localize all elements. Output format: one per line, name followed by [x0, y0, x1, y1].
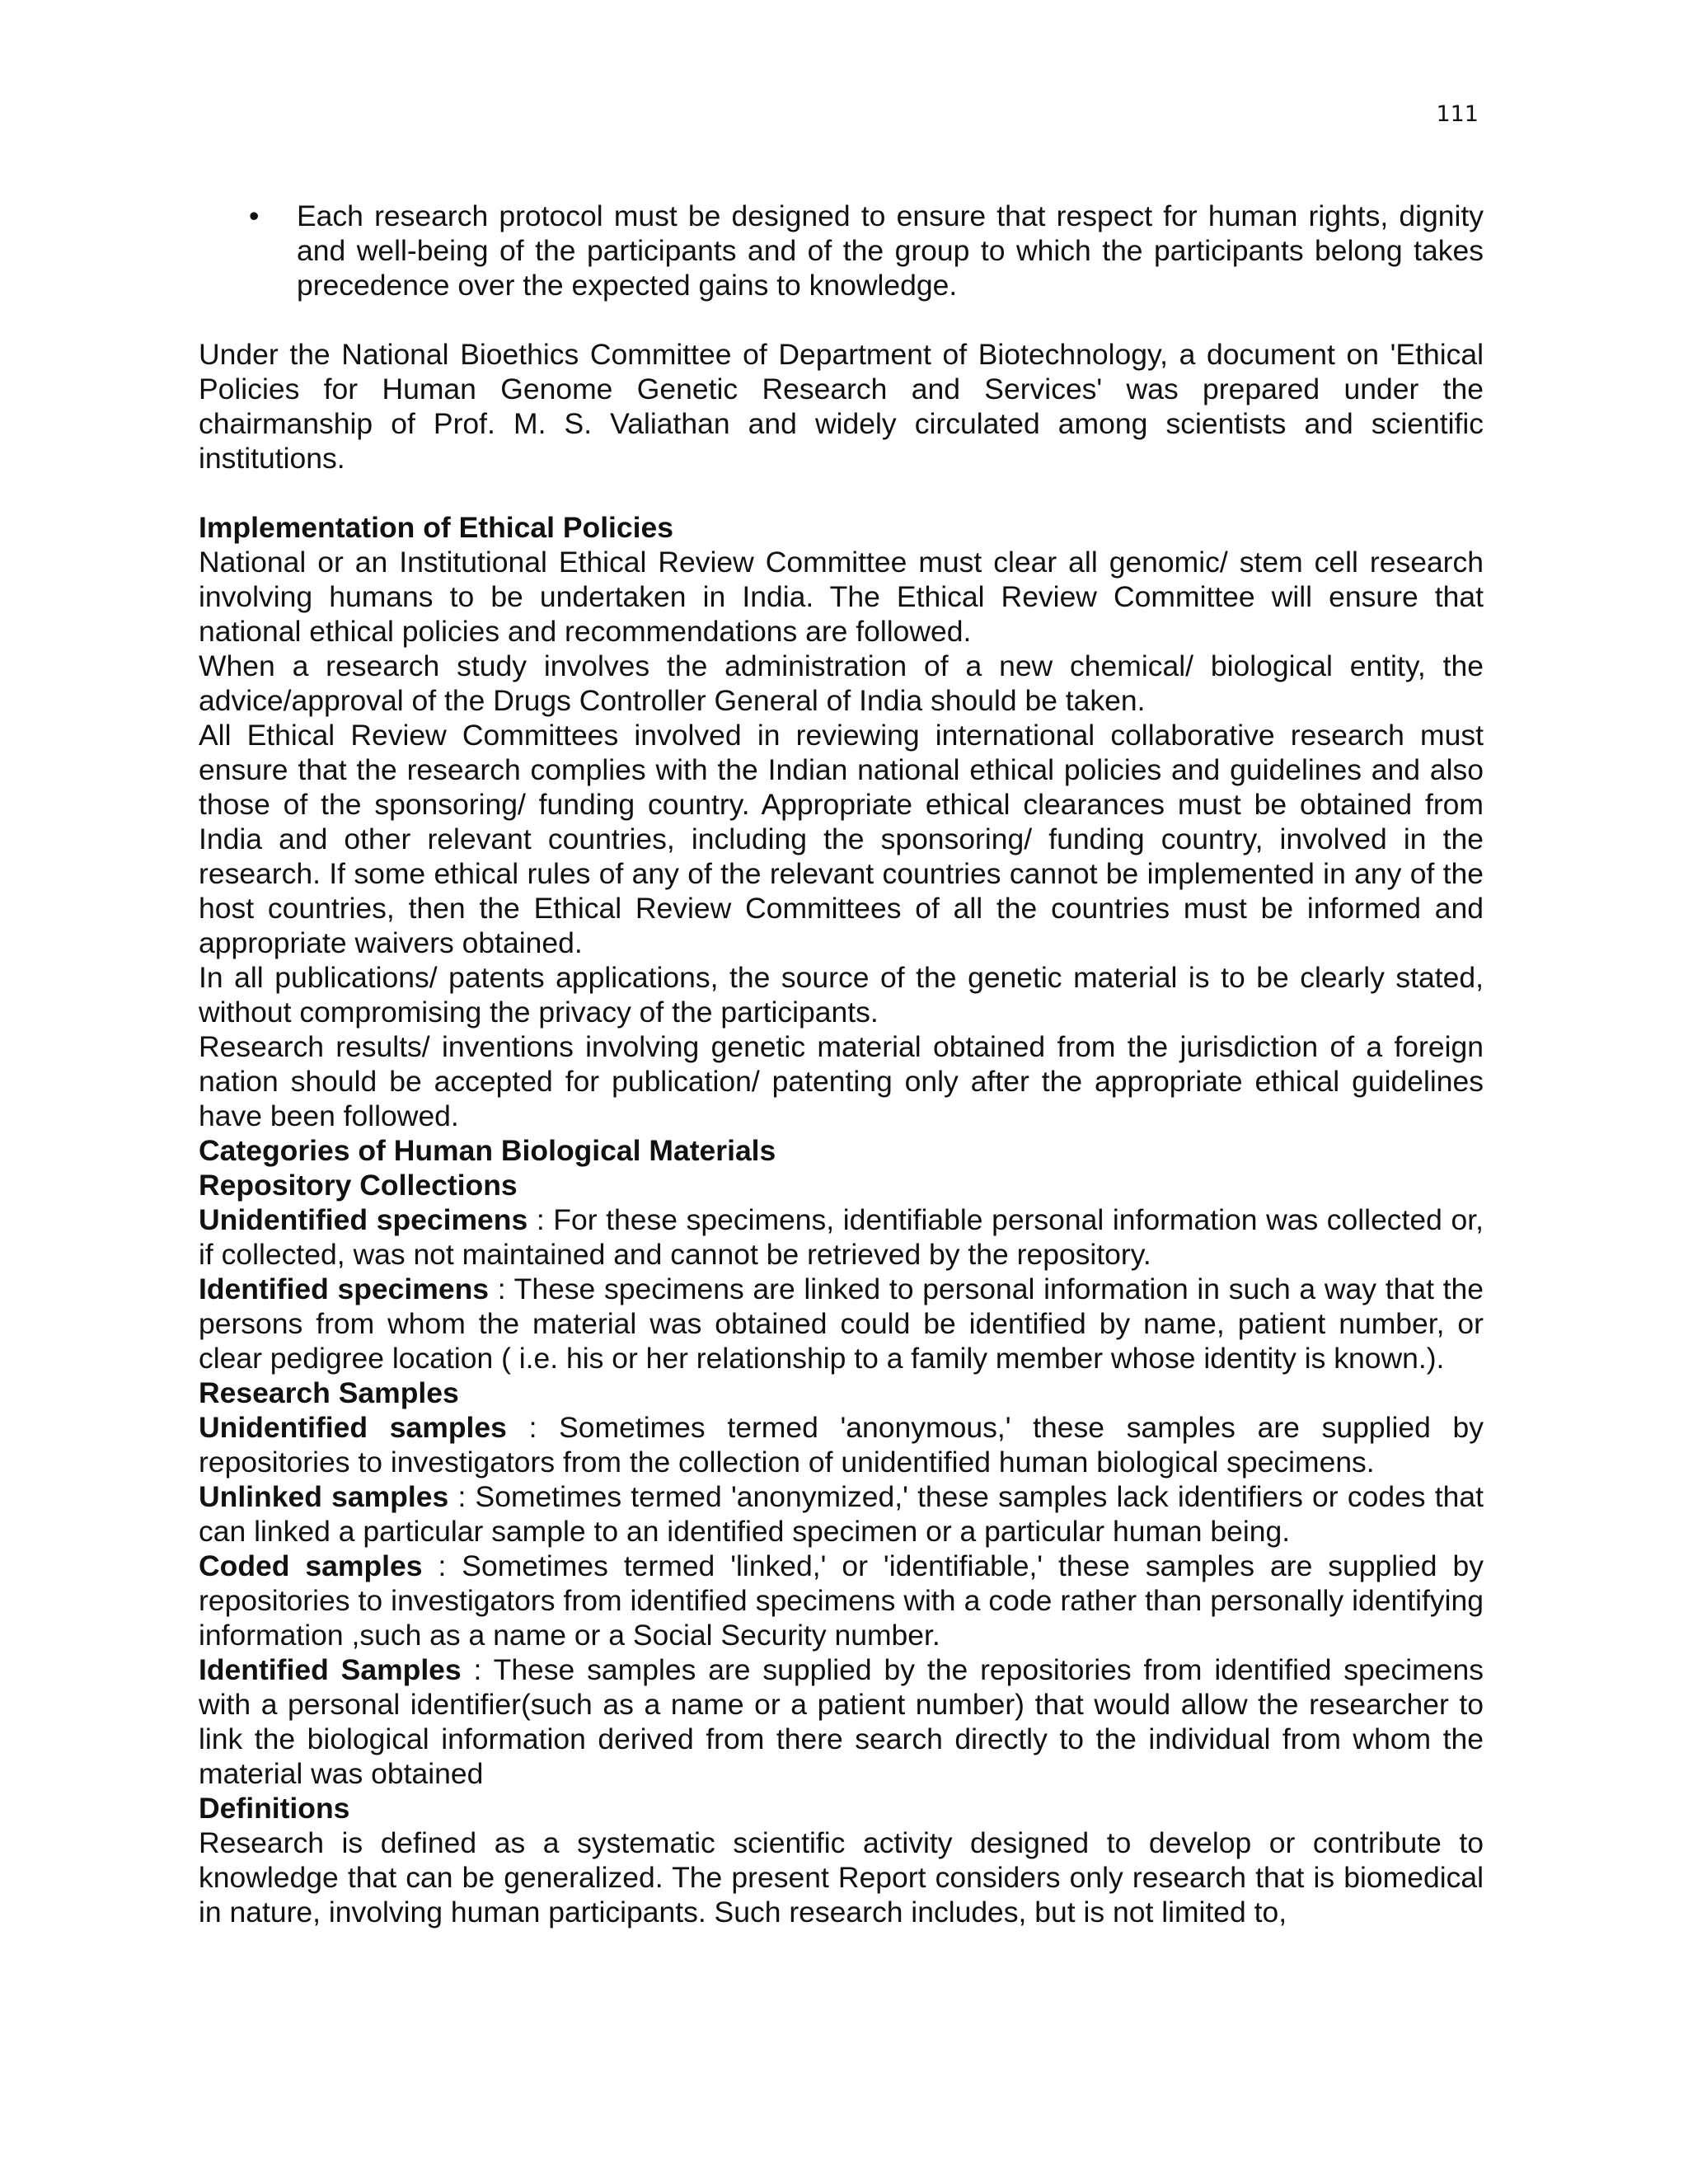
definition-term: Unidentified samples: [199, 1411, 507, 1444]
definition-item: [199, 1652, 1484, 1791]
definition-item: [199, 1202, 1484, 1272]
definition-text: : For these specimens, identifiable personal information was collected or, if collected, was not maintained and cannot be retrieved by the repository.: [199, 1203, 1484, 1271]
implementation-heading: Implementation of Ethical Policies: [199, 511, 674, 544]
definition-term: Coded samples: [199, 1549, 423, 1582]
definition-text: : These specimens are linked to personal information in such a way that the persons from whom the material was obtained could be identified by name, patient number, or clear pedigree location ( i.e. his or her relationship to a family member whose identity is known.).: [199, 1272, 1484, 1375]
bullet-item: [249, 199, 1484, 302]
intro-paragraph: Under the National Bioethics Committee of Department of Biotechnology, a document on 'Ethical Policies for Human Genome Genetic Research and Services' was prepared under the chairmanship of Prof. M. S. Valiathan and widely circulated among scientists and scientific institutions.: [199, 338, 1484, 475]
definition-text: : Sometimes termed 'anonymous,' these samples are supplied by repositories to investigators from the collection of unidentified human biological specimens.: [199, 1411, 1484, 1479]
research-samples-heading: Research Samples: [199, 1376, 459, 1409]
definition-item: [199, 1272, 1484, 1376]
implementation-paragraph: Research results/ inventions involving genetic material obtained from the jurisdiction of a foreign nation should be accepted for publication/ patenting only after the appropriate ethical guidelines have been followed.: [199, 1030, 1484, 1132]
bullet-icon: •: [249, 199, 260, 232]
definition-text: : Sometimes termed 'anonymized,' these samples lack identifiers or codes that can linked a particular sample to an identified specimen or a particular human being.: [199, 1480, 1484, 1548]
repository-collections-heading: Repository Collections: [199, 1169, 518, 1202]
definition-term: Identified Samples: [199, 1653, 462, 1686]
spacer: [199, 302, 1484, 337]
definition-term: Identified specimens: [199, 1272, 489, 1305]
implementation-paragraph: When a research study involves the administration of a new chemical/ biological entity, the advice/approval of the Drugs Controller General of India should be taken.: [199, 649, 1484, 717]
implementation-paragraph: In all publications/ patents applications, the source of the genetic material is to be clearly stated, without compromising the privacy of the participants.: [199, 961, 1484, 1029]
definition-text: : Sometimes termed 'linked,' or 'identifiable,' these samples are supplied by repositories to investigators from identified specimens with a code rather than personally identifying information ,such as a name or a Social Security number.: [199, 1549, 1484, 1652]
spacer: [199, 476, 1484, 510]
definitions-heading: Definitions: [199, 1792, 350, 1825]
implementation-paragraph: All Ethical Review Committees involved in reviewing international collaborative research must ensure that the research complies with the Indian national ethical policies and guidelines and also those of the sponsoring/ funding country. Appropriate ethical clearances must be obtained from India and other relevant countries, including the sponsoring/ funding country, involved in the research. If some ethical rules of any of the relevant countries cannot be implemented in any of the host countries, then the Ethical Review Committees of all the countries must be informed and appropriate waivers obtained.: [199, 719, 1484, 959]
definition-term: Unidentified specimens: [199, 1203, 528, 1236]
implementation-paragraph: National or an Institutional Ethical Review Committee must clear all genomic/ stem cell research involving humans to be undertaken in India. The Ethical Review Committee will ensure that national ethical policies and recommendations are followed.: [199, 546, 1484, 648]
definition-text: : These samples are supplied by the repositories from identified specimens with a personal identifier(such as a name or a patient number) that would allow the researcher to link the biological information derived from there search directly to the individual from whom the material was obtained: [199, 1653, 1484, 1790]
definitions-paragraph: Research is defined as a systematic scientific activity designed to develop or contribute to knowledge that can be generalized. The present Report considers only research that is biomedical in nature, involving human participants. Such research includes, but is not limited to,: [199, 1826, 1484, 1929]
definition-item: [199, 1549, 1484, 1652]
bullet-list: [199, 199, 1484, 302]
page-number: 111: [1436, 101, 1479, 127]
definition-item: [199, 1479, 1484, 1549]
definition-term: Unlinked samples: [199, 1480, 449, 1513]
bullet-text: Each research protocol must be designed to ensure that respect for human rights, dignity and well-being of the participants and of the group to which the participants belong takes precedence over the expected gains to knowledge.: [297, 199, 1484, 302]
definition-item: [199, 1410, 1484, 1479]
categories-heading: Categories of Human Biological Materials: [199, 1134, 776, 1167]
document-body: [199, 199, 1484, 1929]
